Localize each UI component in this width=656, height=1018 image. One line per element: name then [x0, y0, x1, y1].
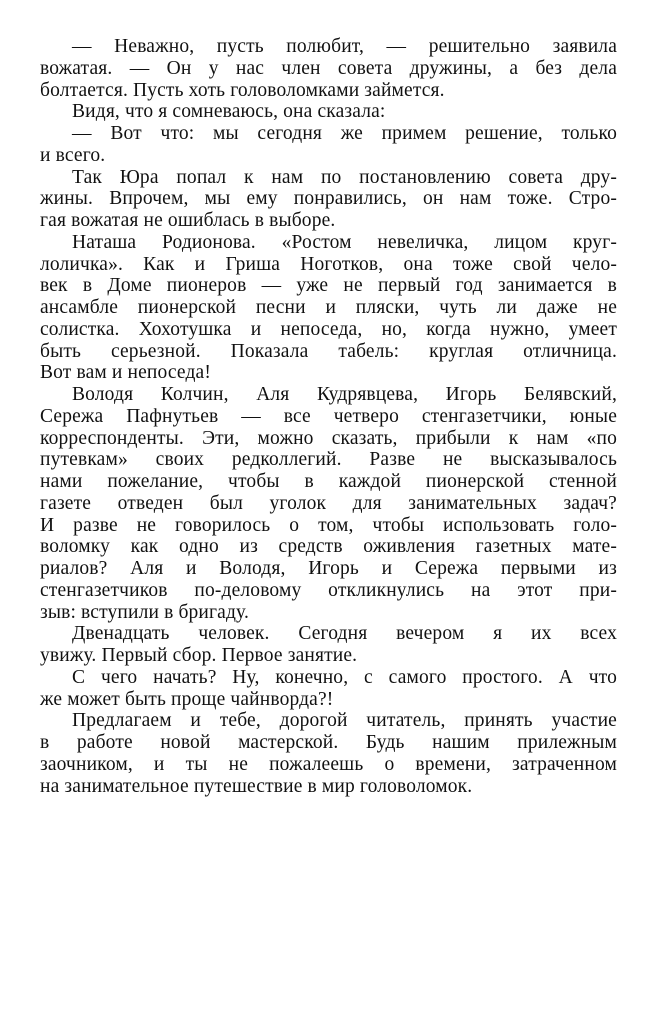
- paragraph: [40, 123, 617, 167]
- text-line: стенгазетчиков по-деловому откликнулись на этот при-: [40, 579, 617, 601]
- text-line: быть серьезной. Показала табель: круглая отличница.: [40, 340, 617, 362]
- text-line: гая вожатая не ошиблась в выборе.: [40, 210, 336, 231]
- text-line: в работе новой мастерской. Будь нашим прилежным: [40, 732, 617, 753]
- text-line: ансамбле пионерской песни и пляски, чуть ли даже не: [40, 297, 617, 318]
- text-line: Двенадцать человек. Сегодня вечером я их всех: [72, 623, 617, 645]
- text-line: на занимательное путешествие в мир головоломок.: [40, 775, 473, 797]
- paragraph: [40, 232, 617, 384]
- text-line: корреспонденты. Эти, можно сказать, прибыли к нам «по: [40, 427, 617, 449]
- text-line: Вот вам и непоседа!: [40, 362, 211, 384]
- text-line: солистка. Хохотушка и непоседа, но, когда нужно, умеет: [40, 318, 617, 340]
- text-line: Видя, что я сомневаюсь, она сказала:: [72, 101, 386, 123]
- paragraph: [40, 710, 617, 797]
- text-line: заочником, и ты не пожалеешь о времени, затраченном: [40, 753, 617, 775]
- text-line: газете отведен был уголок для занимательных задач?: [40, 492, 617, 514]
- text-line: нами пожелание, чтобы в каждой пионерской стенной: [40, 471, 617, 492]
- text-line: риалов? Аля и Володя, Игорь и Сережа первыми из: [40, 558, 617, 579]
- paragraph: [40, 36, 617, 101]
- text-line: Сережа Пафнутьев — все четверо стенгазетчики, юные: [40, 405, 617, 427]
- book-page: [40, 36, 617, 797]
- text-line: век в Доме пионеров — уже не первый год занимается в: [40, 275, 617, 297]
- text-line: Так Юра попал к нам по постановлению совета дру-: [72, 166, 617, 188]
- text-line: болтается. Пусть хоть головоломками займется.: [40, 79, 445, 101]
- text-line: — Неважно, пусть полюбит, — решительно заявила: [72, 36, 617, 57]
- text-line: же может быть проще чайнворда?!: [40, 688, 334, 710]
- paragraph: [40, 623, 617, 667]
- text-line: и всего.: [40, 144, 106, 166]
- text-line: воломку как одно из средств оживления газетных мате-: [40, 536, 617, 558]
- text-line: И разве не говорилось о том, чтобы использовать голо-: [40, 514, 617, 536]
- text-line: Наташа Родионова. «Ростом невеличка, лицом круг-: [72, 231, 617, 253]
- text-line: лоличка». Как и Гриша Ноготков, она тоже свой чело-: [40, 253, 617, 275]
- text-line: зыв: вступили в бригаду.: [40, 601, 250, 623]
- text-line: Володя Колчин, Аля Кудрявцева, Игорь Белявский,: [72, 384, 617, 405]
- text-line: жины. Впрочем, мы ему понравились, он нам тоже. Стро-: [40, 188, 617, 210]
- text-line: — Вот что: мы сегодня же примем решение, только: [72, 123, 617, 144]
- paragraph: [40, 667, 617, 711]
- paragraph: [40, 384, 617, 623]
- text-line: увижу. Первый сбор. Первое занятие.: [40, 645, 358, 666]
- paragraph: [40, 101, 617, 123]
- paragraph: [40, 167, 617, 232]
- text-line: вожатая. — Он у нас член совета дружины, а без дела: [40, 57, 617, 79]
- text-line: Предлагаем и тебе, дорогой читатель, принять участие: [72, 710, 617, 732]
- text-line: путевкам» своих редколлегий. Разве не высказывалось: [40, 449, 617, 471]
- text-line: С чего начать? Ну, конечно, с самого простого. А что: [72, 666, 617, 688]
